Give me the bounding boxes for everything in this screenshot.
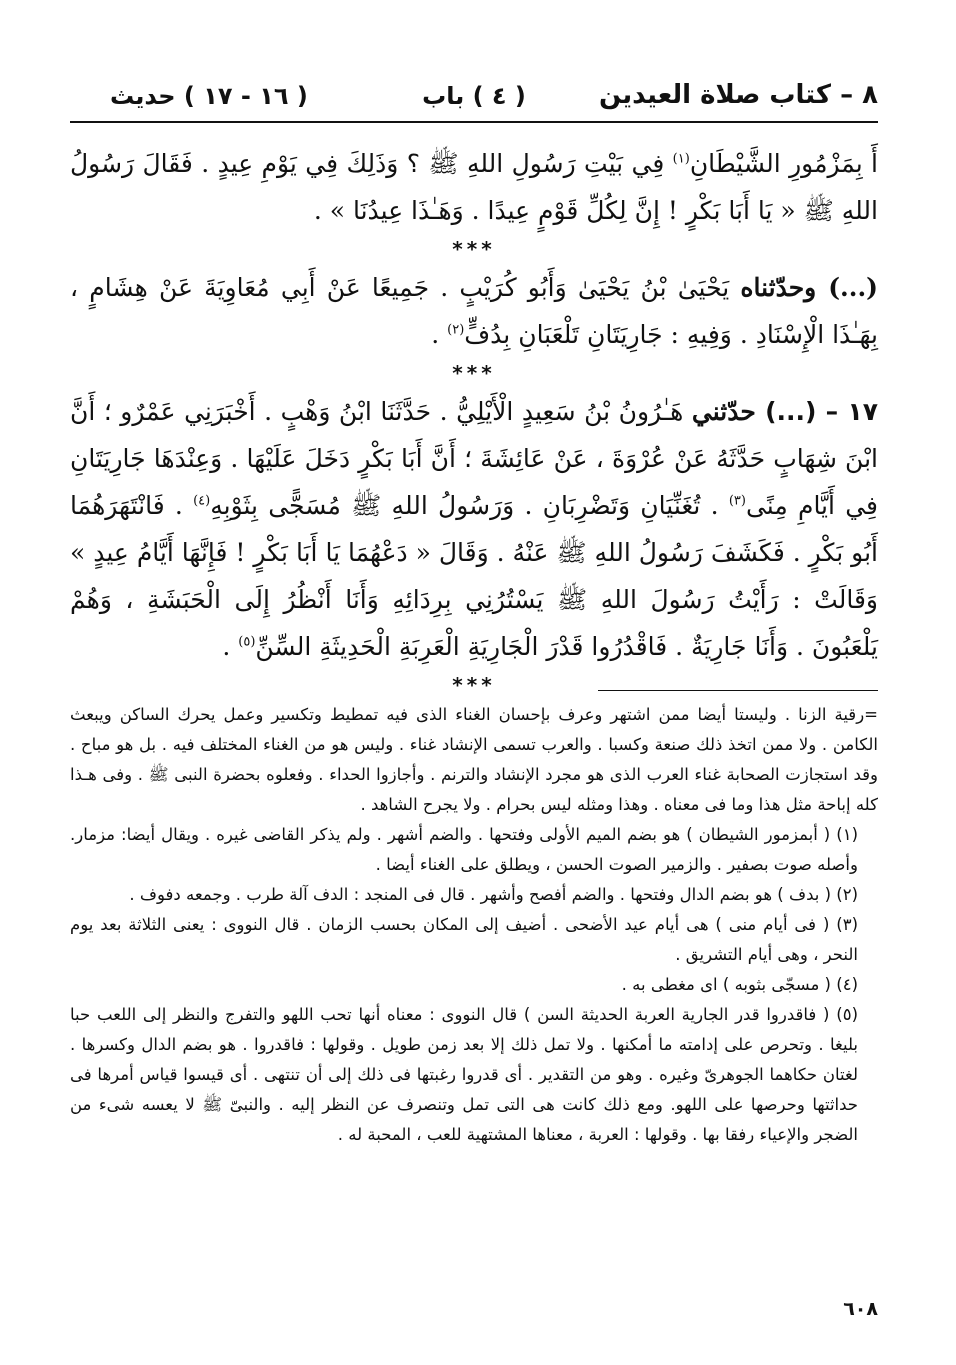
footnote-rule bbox=[598, 690, 878, 691]
page-number: ٦٠٨ bbox=[843, 1298, 878, 1320]
bab-number: ( ٤ ) باب bbox=[422, 82, 526, 110]
footnote-4: (٤) ( مسجّى بثوبه ) اى مغطى به . bbox=[621, 975, 858, 994]
running-header bbox=[70, 80, 878, 120]
footnote-ref-4: (٤) bbox=[193, 493, 211, 509]
section-separator: *** bbox=[452, 673, 496, 697]
section-separator: *** bbox=[452, 237, 496, 261]
footnote-2: (٢) ( بدف ) هو بضم الدال وفتحها . والضم أفصح وأشهر . قال فى المنجد : الدف آلة طرب . وجمعه دفوف . bbox=[129, 885, 858, 904]
hadith-number: ١٧ – (...) bbox=[765, 397, 878, 426]
hadith-range: ( ١٦ - ١٧ ) حديث bbox=[110, 82, 308, 110]
footnote-ref-5: (٥) bbox=[238, 634, 256, 650]
hadith-variant: (...) وحدّثناه يَحْيَىٰ بْنُ يَحْيَىٰ وَأَبُو كُرَيْبٍ . جَمِيعًا عَنْ أَبِي مُعَاوِيَةَ عَنْ هِشَامٍ ، بِهَـٰذَا الْإِسْنَادِ . وَفِيهِ : جَارِيَتَانِ تَلْعَبَانِ بِدُفٍّ$^{(٢)}$ . bbox=[70, 273, 878, 349]
footnote-1: (١) ( أبمزمور الشيطان ) هو بضم الميم الأولى وفتحها . والضم أشهر . ولم يذكر القاضى غيره . ويقال أيضا: مزمار. وأصله صوت بصفير . والزمير الصوت الحسن ، ويطلق على الغناء أيضا . bbox=[70, 825, 858, 874]
footnote-ref-1: (١) bbox=[672, 151, 690, 167]
footnote-continuation: =رقية الزنا . وليستا أيضا ممن اشتهر وعرف بإحسان الغناء الذى فيه تمطيط وتكسير وعمل يحرك الساكن ويبعث الكامن . ولا ممن اتخذ ذلك صنعة وكسبا . والعرب تسمى الإنشاد غناء . وليس هو من الغناء المختلف فيه . بل هو مباح . وقد استجازت الصحابة غناء العرب الذى هو مجرد الإنشاد والترنم . وأجازوا الحداء . وفعلوه بحضرة النبى ﷺ . وفى هـذا كله إباحة مثل هذا وما فى معناه . وهذا ومثله ليس بحرام . ولا يجرح الشاهد . bbox=[70, 705, 878, 814]
hadith-16-ending: أَ بِمَزْمُورِ الشَّيْطَانِ$^{(١)}$ فِي بَيْتِ رَسُولِ اللهِ ﷺ ؟ وَذَلِكَ فِي يَوْمِ عِيدٍ . فَقَالَ رَسُولُ اللهِ ﷺ « يَا أَبَا بَكْرٍ ! إِنَّ لِكُلِّ قَوْمٍ عِيدًا . وَهَـٰذَا عِيدُنَا » . bbox=[70, 149, 879, 225]
footnote-3: (٣) ( فى أيام منى ) هى أيام عيد الأضحى . أضيف إلى المكان بحسب الزمان . قال النووى : يعنى الثلاثة بعد يوم النحر ، وهى أيام التشريق . bbox=[70, 915, 858, 964]
footnote-5: (٥) ( فاقدروا قدر الجارية العربة الحديثة السن ) قال النووى : معناه أنها تحب اللهو والتفرج والنظر إلى اللعب حبا بليغا . وتحرص على إدامته ما أمكنها . ولا تمل ذلك إلا بعد زمن طويل . وقولها : فاقدروا . هو بضم الدال وكسرها . لغتان حكاهما الجوهرىّ وغيره . وهو من التقدير . أى قدروا رغبتها فى ذلك إلى أن تنتهى . أى قيسوا قياس أمرها فى حداثتها وحرصها على اللهو. ومع ذلك كانت هى التى تمل وتنصرف عن النظر إليه . والنبىّ ﷺ لا يعسه شىء من الضجر والإعياء رفقا بها . وقولها : العربة ، معناها المشتهية للعب ، المحبة له . bbox=[70, 1005, 858, 1144]
hadith-text bbox=[70, 140, 878, 700]
footnotes bbox=[70, 700, 878, 1150]
header-rule bbox=[70, 121, 878, 123]
chapter-title: ٨ – كتاب صلاة العيدين bbox=[598, 80, 878, 110]
hadith-17: ١٧ – (...) حدّثني هَـٰرُونُ بْنُ سَعِيدٍ الْأَيْلِيُّ . حَدَّثَنَا ابْنُ وَهْبٍ . أَخْبَرَنِي عَمْرٌو ؛ أَنَّ ابْنَ شِهَابٍ حَدَّثَهُ عَنْ عُرْوَةَ ، عَنْ عَائِشَةَ ؛ أَنَّ أَبَا بَكْرٍ دَخَلَ عَلَيْهَا . وَعِنْدَهَا جَارِيَتَانِ فِي أَيَّامِ مِنًى$^{(٣)}$ . تُغَنِّيَانِ وَتَضْرِبَانِ . وَرَسُولُ اللهِ ﷺ مُسَجًّى بِثَوْبِهِ$^{(٤)}$ . فَانْتَهَرَهُمَا أَبُو بَكْرٍ . فَكَشَفَ رَسُولُ اللهِ ﷺ عَنْهُ . وَقَالَ « دَعْهُمَا يَا أَبَا بَكْرٍ ! فَإِنَّهَا أَيَّامُ عِيدٍ » وَقَالَتْ : رَأَيْتُ رَسُولَ اللهِ ﷺ يَسْتُرُنِي بِرِدَائِهِ وَأَنَا أَنْظُرُ إِلَى الْحَبَشَةِ ، وَهُمْ يَلْعَبُونَ . وَأَنَا جَارِيَةٌ . فَاقْدُرُوا قَدْرَ الْجَارِيَةِ الْعَرِبَةِ الْحَدِيثَةِ السِّنِّ$^{(٥)}$ . bbox=[70, 397, 878, 661]
section-separator: *** bbox=[452, 361, 496, 385]
footnote-ref-3: (٣) bbox=[728, 493, 746, 509]
footnote-ref-2: (٢) bbox=[447, 322, 465, 338]
